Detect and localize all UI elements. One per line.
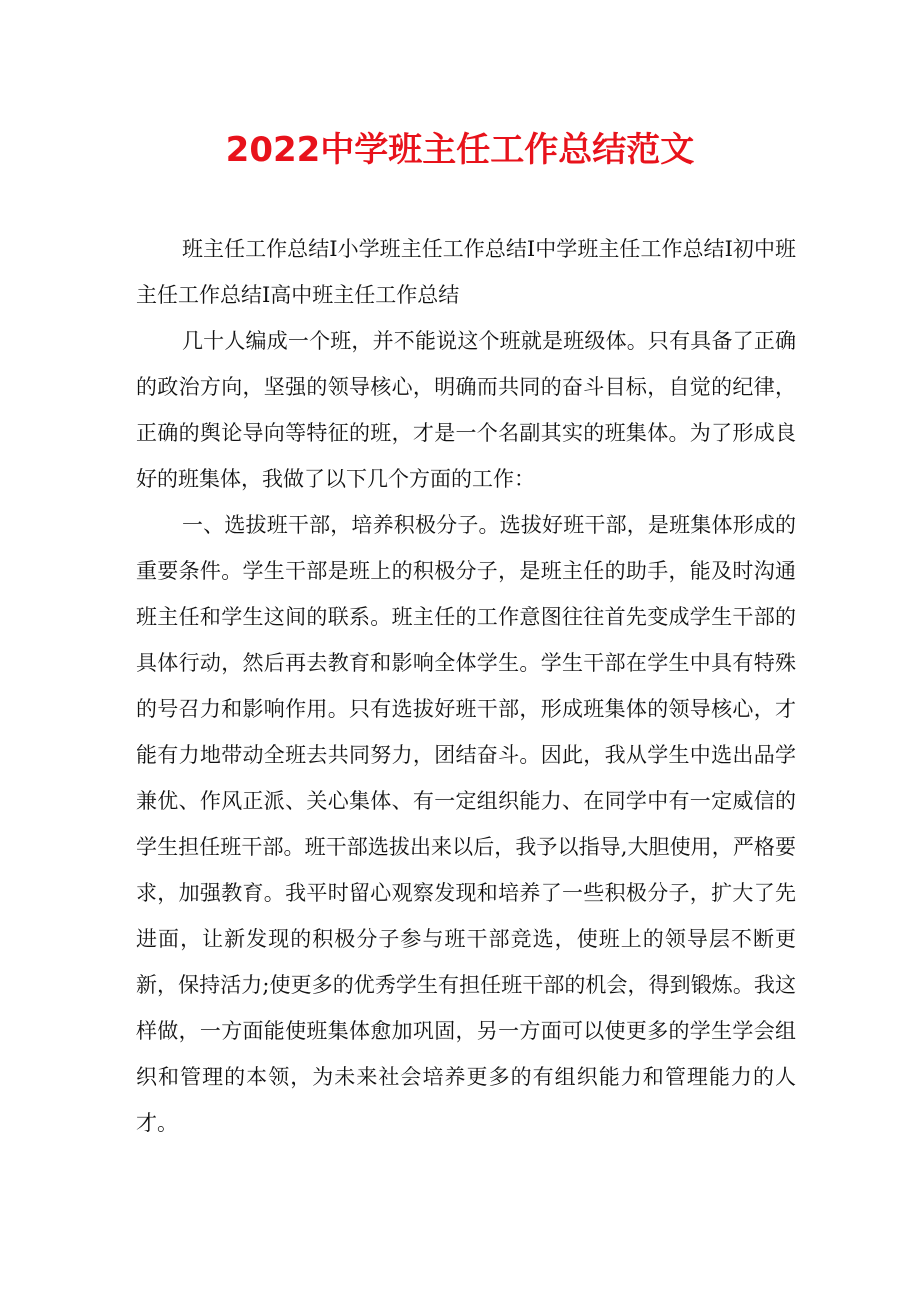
document-body <box>136 226 796 1146</box>
paragraph-keywords: 班主任工作总结I小学班主任工作总结I中学班主任工作总结I初中班主任工作总结I高中班主任工作总结 <box>136 237 796 307</box>
document-title: 2022中学班主任工作总结范文 <box>225 130 695 170</box>
paragraph-intro: 几十人编成一个班，并不能说这个班就是班级体。只有具备了正确的政治方向，坚强的领导核心，明确而共同的奋斗目标，自觉的纪律，正确的舆论导向等特征的班，才是一个名副其实的班集体。为了形成良好的班集体，我做了以下几个方面的工作： <box>136 329 796 491</box>
paragraph-section-one: 一、选拔班干部，培养积极分子。选拔好班干部，是班集体形成的重要条件。学生干部是班上的积极分子，是班主任的助手，能及时沟通班主任和学生这间的联系。班主任的工作意图往往首先变成学生干部的具体行动，然后再去教育和影响全体学生。学生干部在学生中具有特殊的号召力和影响作用。只有选拔好班干部，形成班集体的领导核心，才能有力地带动全班去共同努力，团结奋斗。因此，我从学生中选出品学兼优、作风正派、关心集体、有一定组织能力、在同学中有一定威信的学生担任班干部。班干部选拔出来以后，我予以指导,大胆使用，严格要求，加强教育。我平时留心观察发现和培养了一些积极分子，扩大了先进面，让新发现的积极分子参与班干部竞选，使班上的领导层不断更新，保持活力;使更多的优秀学生有担任班干部的机会，得到锻炼。我这样做，一方面能使班集体愈加巩固，另一方面可以使更多的学生学会组织和管理的本领，为未来社会培养更多的有组织能力和管理能力的人才。 <box>136 513 796 1135</box>
